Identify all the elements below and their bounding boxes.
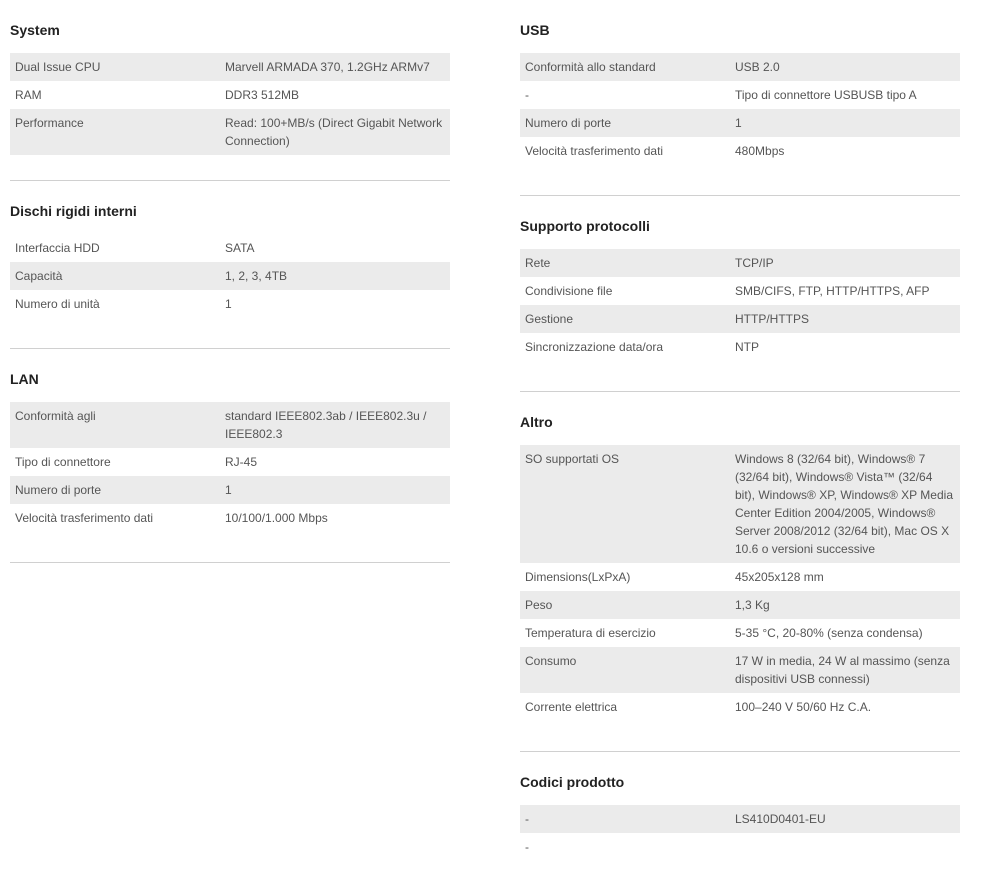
spec-label: Condivisione file	[525, 284, 613, 298]
table-row	[520, 305, 960, 333]
section-altro	[520, 392, 960, 752]
spec-label: Numero di porte	[520, 109, 730, 137]
table-row	[10, 504, 450, 532]
spec-value: Marvell ARMADA 370, 1.2GHz ARMv7	[220, 53, 450, 81]
spec-value: 17 W in media, 24 W al massimo (senza dispositivi USB connessi)	[730, 647, 960, 693]
spec-label: Velocità trasferimento dati	[15, 511, 154, 525]
section-supporto-protocolli	[520, 196, 960, 392]
table-row	[520, 619, 960, 647]
spec-label: Rete	[520, 249, 730, 277]
section-title: USB	[520, 22, 550, 38]
spec-value: RJ-45	[225, 455, 258, 469]
table-row	[520, 109, 960, 137]
table-row	[520, 249, 960, 277]
spec-label: -	[525, 840, 529, 854]
spec-table	[520, 249, 960, 361]
spec-value: 480Mbps	[735, 144, 785, 158]
spec-value: standard IEEE802.3ab / IEEE802.3u / IEEE802.3	[220, 402, 450, 448]
spec-value: 1, 2, 3, 4TB	[220, 262, 450, 290]
table-row	[10, 476, 450, 504]
spec-value: DDR3 512MB	[225, 88, 300, 102]
table-row	[520, 591, 960, 619]
table-row	[10, 109, 450, 155]
table-row	[520, 81, 960, 109]
table-row	[520, 53, 960, 81]
table-row	[520, 833, 960, 861]
spec-label: Capacità	[10, 262, 220, 290]
spec-label: Dual Issue CPU	[10, 53, 220, 81]
spec-label: Temperatura di esercizio	[525, 626, 656, 640]
spec-label: Gestione	[520, 305, 730, 333]
table-row	[10, 53, 450, 81]
spec-table	[10, 234, 450, 318]
table-row	[10, 234, 450, 262]
table-row	[520, 277, 960, 305]
section-divider	[10, 562, 450, 563]
table-row	[520, 563, 960, 591]
spec-value: SATA	[225, 241, 255, 255]
spec-value: USB 2.0	[730, 53, 960, 81]
spec-label: Performance	[10, 109, 220, 155]
spec-value: SMB/CIFS, FTP, HTTP/HTTPS, AFP	[735, 284, 930, 298]
section-codici-prodotto	[520, 752, 960, 861]
spec-label: RAM	[15, 88, 42, 102]
spec-label: Tipo di connettore	[15, 455, 111, 469]
left-column	[10, 0, 450, 563]
table-row	[10, 290, 450, 318]
section-title: LAN	[10, 371, 39, 387]
spec-value: NTP	[735, 340, 759, 354]
spec-label: Sincronizzazione data/ora	[525, 340, 664, 354]
table-row	[10, 81, 450, 109]
spec-label: Numero di unità	[15, 297, 100, 311]
section-usb	[520, 0, 960, 196]
spec-label: Numero di porte	[10, 476, 220, 504]
spec-value: HTTP/HTTPS	[730, 305, 960, 333]
spec-value	[730, 833, 960, 861]
spec-label: Consumo	[520, 647, 730, 693]
spec-value: Windows 8 (32/64 bit), Windows® 7 (32/64 bit), Windows® Vista™ (32/64 bit), Windows® XP, Windows® XP Media Center Edition 2004/2005, Windows® Server 2008/2012 (32/64 bit), Mac OS X 10.6 o versioni successive	[730, 445, 960, 563]
spec-label: SO supportati OS	[520, 445, 730, 563]
spec-value: 5-35 °C, 20-80% (senza condensa)	[735, 626, 923, 640]
spec-label: Conformità allo standard	[520, 53, 730, 81]
table-row	[520, 445, 960, 563]
spec-value: LS410D0401-EU	[730, 805, 960, 833]
spec-label: -	[525, 88, 529, 102]
spec-label: Dimensions(LxPxA)	[525, 570, 631, 584]
spec-label: Velocità trasferimento dati	[525, 144, 664, 158]
section-title: Codici prodotto	[520, 774, 625, 790]
section-lan	[10, 349, 450, 563]
section-title: Supporto protocolli	[520, 218, 650, 234]
spec-table	[520, 53, 960, 165]
spec-value: TCP/IP	[730, 249, 960, 277]
spec-value: Tipo di connettore USBUSB tipo A	[735, 88, 917, 102]
spec-value: 10/100/1.000 Mbps	[225, 511, 328, 525]
table-row	[10, 448, 450, 476]
spec-value: 1	[225, 297, 232, 311]
table-row	[520, 693, 960, 721]
spec-table	[10, 53, 450, 155]
section-title: Altro	[520, 414, 553, 430]
spec-value: 1,3 Kg	[730, 591, 960, 619]
table-row	[10, 262, 450, 290]
spec-value: 1	[220, 476, 450, 504]
table-row	[520, 137, 960, 165]
spec-value: Read: 100+MB/s (Direct Gigabit Network Connection)	[220, 109, 450, 155]
spec-table	[520, 805, 960, 861]
spec-label: Peso	[520, 591, 730, 619]
spec-value: 45x205x128 mm	[735, 570, 824, 584]
spec-table	[10, 402, 450, 532]
table-row	[10, 402, 450, 448]
table-row	[520, 333, 960, 361]
spec-table	[520, 445, 960, 721]
section-title: Dischi rigidi interni	[10, 203, 137, 219]
spec-label: -	[520, 805, 730, 833]
section-system	[10, 0, 450, 181]
spec-label: Conformità agli	[10, 402, 220, 448]
spec-label: Corrente elettrica	[525, 700, 618, 714]
right-column	[520, 0, 960, 861]
table-row	[520, 805, 960, 833]
section-title: System	[10, 22, 60, 38]
section-dischi-rigidi	[10, 181, 450, 349]
table-row	[520, 647, 960, 693]
spec-value: 1	[730, 109, 960, 137]
spec-value: 100–240 V 50/60 Hz C.A.	[735, 700, 872, 714]
spec-label: Interfaccia HDD	[15, 241, 100, 255]
